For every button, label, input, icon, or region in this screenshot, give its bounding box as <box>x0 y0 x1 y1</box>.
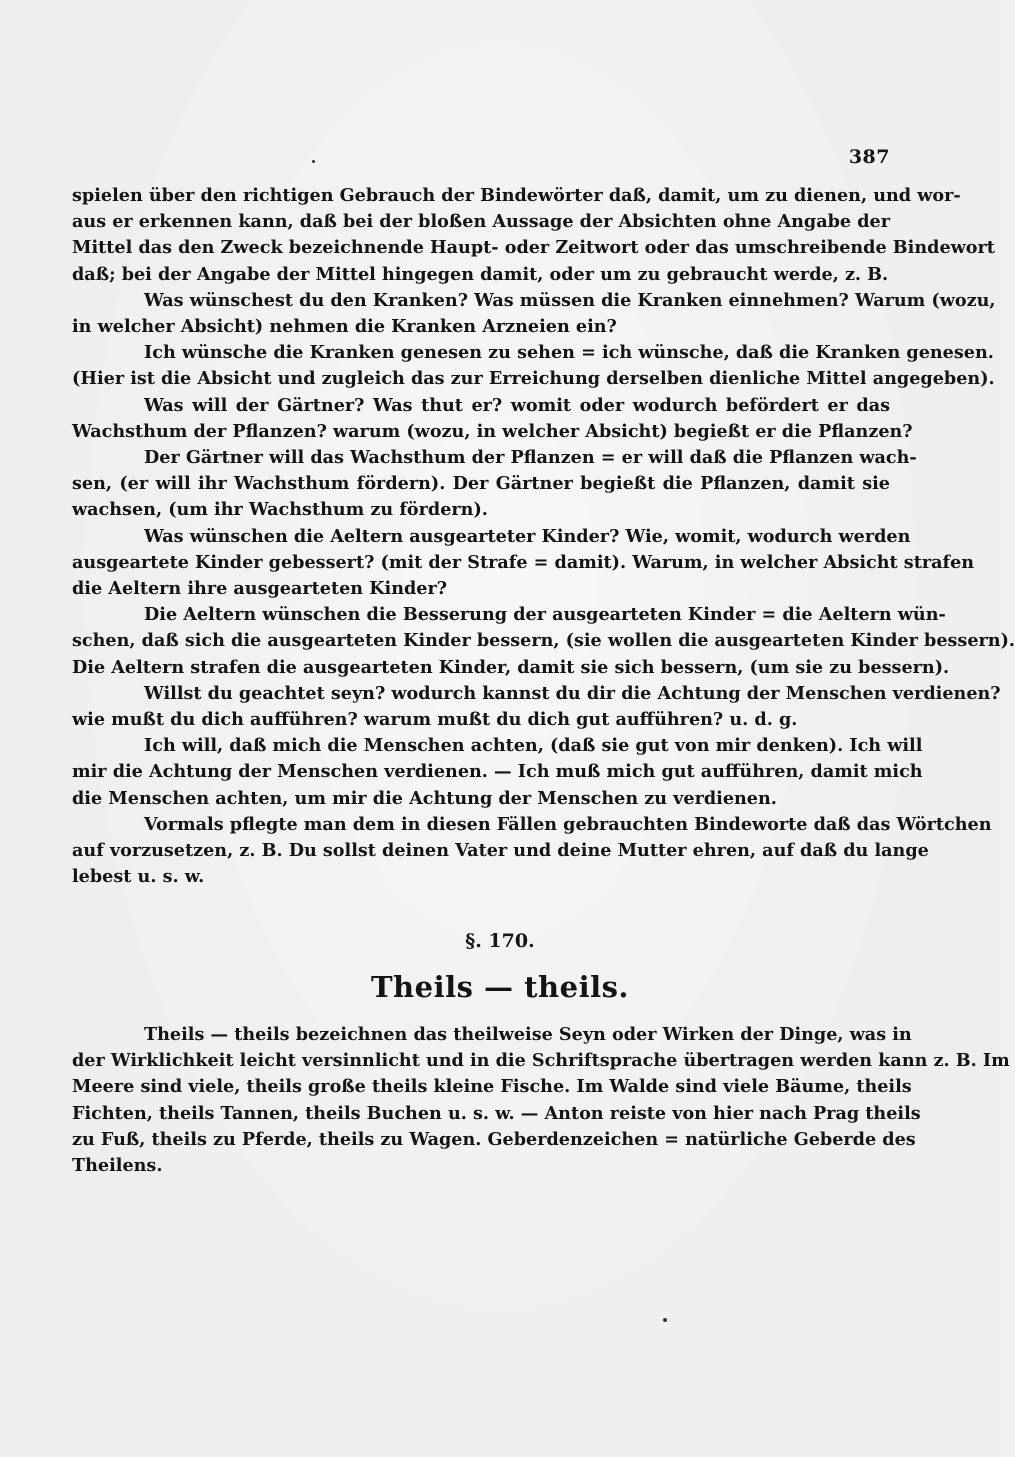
text-line: aus er erkennen kann, daß bei der bloßen Aussage der Absichten ohne Angabe der <box>72 211 890 233</box>
text-line: Wachsthum der Pflanzen? warum (wozu, in welcher Absicht) begießt er die Pflanzen? <box>72 420 913 442</box>
text-line: Was will der Gärtner? Was thut er? womit oder wodurch befördert er das <box>144 394 890 416</box>
text-line: Meere sind viele, theils große theils kleine Fische. Im Walde sind viele Bäume, theils <box>72 1076 912 1098</box>
text-line: die Menschen achten, um mir die Achtung der Menschen zu verdienen. <box>72 787 777 809</box>
print-speck <box>312 160 315 163</box>
body-text-lower <box>72 1022 1010 1179</box>
text-line: wachsen, (um ihr Wachsthum zu fördern). <box>72 499 488 521</box>
text-line: Mittel das den Zweck bezeichnende Haupt- oder Zeitwort oder das umschreibende Bindewort <box>72 237 995 259</box>
text-line: der Wirklichkeit leicht versinnlicht und in die Schriftsprache übertragen werden kann z. B. Im <box>72 1050 1010 1072</box>
text-line: Die Aeltern wünschen die Besserung der ausgearteten Kinder = die Aeltern wün- <box>144 604 946 626</box>
text-line: auf vorzusetzen, z. B. Du sollst deinen Vater und deine Mutter ehren, auf daß du lange <box>72 840 929 862</box>
text-line: Vormals pflegte man dem in diesen Fällen gebrauchten Bindeworte daß das Wörtchen <box>144 813 992 835</box>
text-line: Was wünschest du den Kranken? Was müssen die Kranken einnehmen? Warum (wozu, <box>144 289 996 311</box>
text-line: Was wünschen die Aeltern ausgearteter Kinder? Wie, womit, wodurch werden <box>144 525 911 547</box>
print-speck <box>663 1318 667 1322</box>
text-line: Ich wünsche die Kranken genesen zu sehen = ich wünsche, daß die Kranken genesen. <box>144 342 994 364</box>
text-line: in welcher Absicht) nehmen die Kranken Arzneien ein? <box>72 316 617 338</box>
text-line: Theils — theils bezeichnen das theilweise Seyn oder Wirken der Dinge, was in <box>144 1024 912 1045</box>
text-line: Die Aeltern strafen die ausgearteten Kinder, damit sie sich bessern, (um sie zu bessern). <box>72 656 950 678</box>
text-line: ausgeartete Kinder gebessert? (mit der Strafe = damit). Warum, in welcher Absicht strafen <box>72 551 975 573</box>
text-line: zu Fuß, theils zu Pferde, theils zu Wagen. Geberdenzeichen = natürliche Geberde des <box>72 1128 916 1150</box>
text-line: Theilens. <box>72 1155 163 1177</box>
text-line: Der Gärtner will das Wachsthum der Pflanzen = er will daß die Pflanzen wach- <box>144 447 917 469</box>
text-line: daß; bei der Angabe der Mittel hingegen damit, oder um zu gebraucht werde, z. B. <box>72 263 889 285</box>
section-title: Theils — theils. <box>370 970 630 1004</box>
text-line: schen, daß sich die ausgearteten Kinder bessern, (sie wollen die ausgearteten Kinder bessern). <box>72 630 1015 652</box>
text-line: die Aeltern ihre ausgearteten Kinder? <box>72 578 448 600</box>
text-line: Fichten, theils Tannen, theils Buchen u. s. w. — Anton reiste von hier nach Prag theils <box>72 1102 921 1124</box>
section-number: §. 170. <box>465 930 535 952</box>
text-line: spielen über den richtigen Gebrauch der Bindewörter daß, damit, um zu dienen, und wor- <box>72 185 961 206</box>
text-line: mir die Achtung der Menschen verdienen. — Ich muß mich gut aufführen, damit mich <box>72 761 923 783</box>
page-number: 387 <box>848 146 890 168</box>
text-line: wie mußt du dich aufführen? warum mußt du dich gut aufführen? u. d. g. <box>72 709 798 731</box>
text-line: (Hier ist die Absicht und zugleich das zur Erreichung derselben dienliche Mittel angegeben). <box>72 368 995 390</box>
text-line: lebest u. s. w. <box>72 866 205 888</box>
body-text-upper <box>72 183 1015 890</box>
text-line: sen, (er will ihr Wachsthum fördern). Der Gärtner begießt die Pflanzen, damit sie <box>72 473 890 495</box>
text-line: Willst du geachtet seyn? wodurch kannst du dir die Achtung der Menschen verdienen? <box>144 682 1001 704</box>
text-line: Ich will, daß mich die Menschen achten, (daß sie gut von mir denken). Ich will <box>144 735 923 757</box>
